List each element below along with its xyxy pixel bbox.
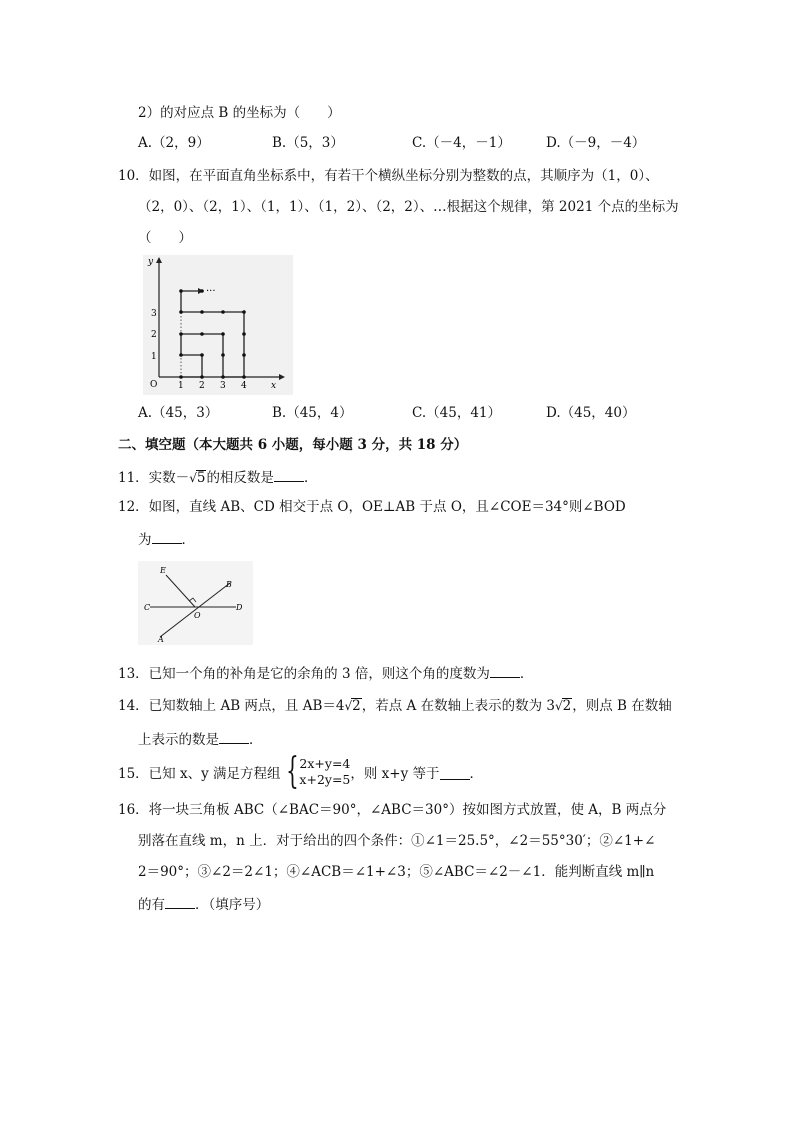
y-tick-3: 3 bbox=[151, 309, 157, 319]
x-tick-2: 2 bbox=[199, 381, 205, 391]
q11-end: ． bbox=[303, 470, 318, 486]
q10-line3: （ ） bbox=[138, 230, 192, 246]
q10-line2: （2，0）、（2，1）、（1，1）、（1，2）、（2，2）、…根据这个规律，第 2021 个点的坐标为 bbox=[138, 199, 679, 215]
q12-line2 bbox=[138, 529, 195, 549]
q11-text-post: 的相反数是 bbox=[206, 470, 274, 486]
label-a: A bbox=[158, 635, 164, 644]
q14-line2 bbox=[138, 729, 263, 749]
q13-answer-blank[interactable] bbox=[490, 663, 520, 678]
q16-line2: 别落在直线 m，n 上．对于给出的四个条件：①∠1＝25.5°，∠2＝55°30′；②∠1+∠ bbox=[138, 833, 656, 849]
q10-lattice-figure bbox=[143, 255, 293, 395]
q10-option-d: D.（45，40） bbox=[546, 405, 636, 421]
q15-text-mid: ，则 x+y 等于 bbox=[350, 766, 440, 782]
q10-option-a: A.（45，3） bbox=[138, 405, 219, 421]
label-c: C bbox=[144, 603, 151, 612]
q14-line2-text: 上表示的数是 bbox=[138, 732, 219, 748]
path-ellipsis: ··· bbox=[206, 286, 216, 297]
y-tick-1: 1 bbox=[151, 352, 157, 362]
q9-option-a: A.（2，9） bbox=[138, 135, 210, 151]
q14-end: ． bbox=[249, 732, 263, 748]
section-heading-fill-blank: 二、填空题（本大题共 6 小题，每小题 3 分，共 18 分） bbox=[118, 437, 468, 453]
left-brace-icon: { bbox=[285, 751, 299, 792]
q14-radicand-2: 2 bbox=[562, 698, 572, 714]
q12-line2-end: ． bbox=[181, 532, 195, 548]
q14-answer-blank[interactable] bbox=[219, 729, 249, 744]
equation-1: 2x+y=4 bbox=[299, 756, 351, 771]
q15-text-pre: 15．已知 x、y 满足方程组 bbox=[118, 766, 281, 782]
q16-line1: 16．将一块三角板 ABC（∠BAC＝90°，∠ABC＝30°）按如图方式放置，使 A，B 两点分 bbox=[118, 802, 667, 818]
q9-option-c: C.（－4，－1） bbox=[412, 135, 511, 151]
x-tick-1: 1 bbox=[178, 381, 184, 391]
q12-line2-pre: 为 bbox=[138, 532, 152, 548]
q14-radicand-1: 2 bbox=[352, 698, 361, 714]
equation-2: x+2y=5 bbox=[299, 772, 351, 787]
sqrt-icon: √ bbox=[189, 471, 197, 485]
label-d: D bbox=[236, 603, 243, 612]
origin-label: O bbox=[150, 380, 158, 390]
y-tick-2: 2 bbox=[151, 330, 157, 340]
x-tick-3: 3 bbox=[220, 381, 226, 391]
q11-text-pre: 11．实数－ bbox=[118, 470, 190, 486]
q14-text-3: ，则点 B 在数轴 bbox=[572, 698, 672, 714]
equation-system bbox=[299, 756, 350, 788]
q10-option-c: C.（45，41） bbox=[412, 405, 501, 421]
q10-line1: 10．如图，在平面直角坐标系中，有若干个横纵坐标分别为整数的点，其顺序为（1，0）、 bbox=[118, 168, 659, 184]
sqrt-icon: √ bbox=[554, 699, 563, 713]
label-o: O bbox=[194, 611, 201, 620]
q11-answer-blank[interactable] bbox=[274, 467, 304, 482]
q16-answer-blank[interactable] bbox=[165, 894, 195, 909]
x-axis-label: x bbox=[271, 381, 277, 391]
q16-line4-pre: 的有 bbox=[138, 897, 165, 913]
q13 bbox=[118, 663, 533, 683]
q11 bbox=[118, 467, 317, 487]
label-b: B bbox=[226, 580, 232, 589]
q16-line3: 2＝90°；③∠2＝2∠1；④∠ACB＝∠1+∠3；⑤∠ABC＝∠2－∠1．能判断直线 m∥n bbox=[138, 864, 655, 880]
q12-line1: 12．如图，直线 AB、CD 相交于点 O，OE⊥AB 于点 O，且∠COE＝34°则∠BOD bbox=[118, 499, 626, 515]
x-tick-4: 4 bbox=[241, 381, 247, 391]
q14-text-2: ，若点 A 在数轴上表示的数为 3 bbox=[361, 698, 555, 714]
label-e: E bbox=[160, 566, 166, 575]
q16-line4 bbox=[138, 894, 269, 914]
q16-line4-end: ．（填序号） bbox=[195, 897, 270, 913]
q15-answer-blank[interactable] bbox=[440, 765, 470, 780]
q15-end: ． bbox=[469, 766, 484, 782]
y-axis-label: y bbox=[148, 257, 154, 267]
q10-option-b: B.（45，4） bbox=[272, 405, 353, 421]
sqrt-icon: √ bbox=[344, 699, 353, 713]
q12-answer-blank[interactable] bbox=[152, 529, 182, 544]
q15 bbox=[118, 753, 483, 791]
q9-stem: 2）的对应点 B 的坐标为（ ） bbox=[138, 105, 341, 121]
q14-text-1: 14．已知数轴上 AB 两点，且 AB＝4 bbox=[118, 698, 345, 714]
q12-intersecting-lines-figure bbox=[138, 561, 253, 645]
q13-end: ． bbox=[519, 666, 534, 682]
q13-text: 13．已知一个角的补角是它的余角的 3 倍，则这个角的度数为 bbox=[118, 666, 490, 682]
q11-radicand: 5 bbox=[196, 470, 206, 486]
q14-line1 bbox=[118, 697, 672, 715]
q9-option-d: D.（－9，－4） bbox=[546, 135, 646, 151]
q9-option-b: B.（5，3） bbox=[272, 135, 344, 151]
